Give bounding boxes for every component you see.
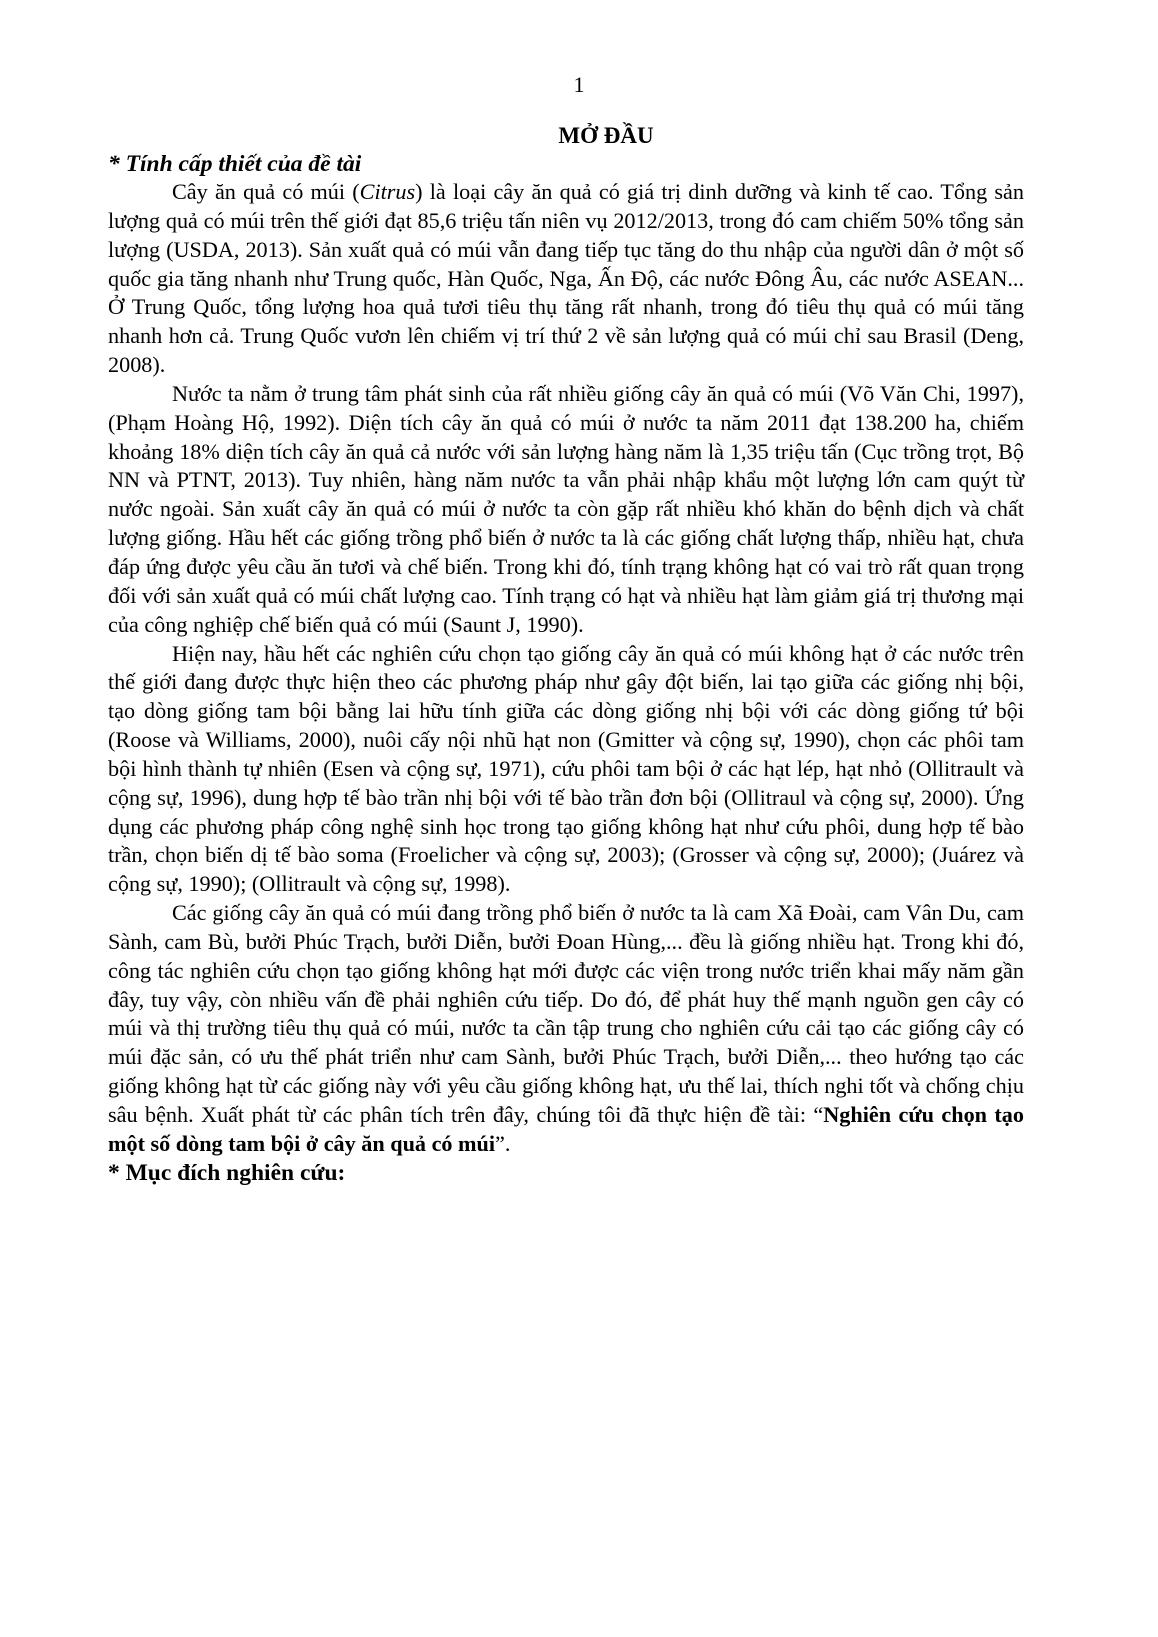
paragraph-2: Nước ta nằm ở trung tâm phát sinh của rất nhiều giống cây ăn quả có múi (Võ Văn Chi, 1997), (Phạm Hoàng Hộ, 1992). Diện tích cây ăn quả có múi ở nước ta năm 2011 đạt 138.200 ha, chiếm khoảng 18% diện tích cây ăn quả cả nước với sản lượng hàng năm là 1,35 triệu tấn (Cục trồng trọt, Bộ NN và PTNT, 2013). Tuy nhiên, hàng năm nước ta vẫn phải nhập khẩu một lượng lớn cam quýt từ nước ngoài. Sản xuất cây ăn quả có múi ở nước ta còn gặp rất nhiều khó khăn do bệnh dịch và chất lượng giống. Hầu hết các giống trồng phổ biến ở nước ta là các giống chất lượng thấp, nhiều hạt, chưa đáp ứng được yêu cầu ăn tươi và chế biến. Trong khi đó, tính trạng không hạt có vai trò rất quan trọng đối với sản xuất quả có múi chất lượng cao. Tính trạng có hạt và nhiều hạt làm giảm giá trị thương mại của công nghiệp chế biến quả có múi (Saunt J, 1990). bbox=[108, 380, 1024, 637]
thesis-title: Nghiên cứu chọn tạo một số dòng tam bội ở cây ăn quả có múi bbox=[108, 1102, 1024, 1156]
section-heading-urgency: * Tính cấp thiết của đề tài bbox=[108, 151, 362, 177]
page-content bbox=[108, 122, 1024, 1187]
paragraph-1-text-start: Cây ăn quả có múi ( bbox=[172, 179, 360, 204]
paragraph-4 bbox=[108, 899, 1024, 1159]
paragraph-1-italic-term: Citrus bbox=[359, 179, 416, 204]
paragraph-4-text-start: Các giống cây ăn quả có múi đang trồng phổ biến ở nước ta là cam Xã Đoài, cam Vân Du, cam Sành, cam Bù, bưởi Phúc Trạch, bưởi Diễn, bưởi Đoan Hùng,... đều là giống nhiều hạt. Trong khi đó, công tác nghiên cứu chọn tạo giống không hạt mới được các viện trong nước triển khai mấy năm gần đây, tuy vậy, còn nhiều vấn đề phải nghiên cứu tiếp. Do đó, để phát huy thế mạnh nguồn gen cây có múi và thị trường tiêu thụ quả có múi, nước ta cần tập trung cho nghiên cứu cải tạo các giống cây có múi đặc sản, có ưu thế phát triển như cam Sành, bưởi Phúc Trạch, bưởi Diễn,... theo hướng tạo các giống không hạt từ các giống này với yêu cầu giống không hạt, ưu thế lai, thích nghi tốt và chống chịu sâu bệnh. Xuất phát từ các phân tích trên đây, chúng tôi đã thực hiện đề tài: “ bbox=[108, 900, 1024, 1127]
page-number: 1 bbox=[573, 72, 585, 97]
paragraph-4-text-end: ”. bbox=[495, 1130, 511, 1156]
paragraph-3: Hiện nay, hầu hết các nghiên cứu chọn tạo giống cây ăn quả có múi không hạt ở các nước trên thế giới đang được thực hiện theo các phương pháp như gây đột biến, lai tạo giữa các giống nhị bội, tạo dòng giống tam bội bằng lai hữu tính giữa các dòng giống nhị bội với các dòng giống tứ bội (Roose và Williams, 2000), nuôi cấy nội nhũ hạt non (Gmitter và cộng sự, 1990), chọn các phôi tam bội hình thành tự nhiên (Esen và cộng sự, 1971), cứu phôi tam bội ở các hạt lép, hạt nhỏ (Ollitrault và cộng sự, 1996), dung hợp tế bào trần nhị bội với tế bào trần đơn bội (Ollitraul và cộng sự, 2000). Ứng dụng các phương pháp công nghệ sinh học trong tạo giống không hạt như cứu phôi, dung hợp tế bào trần, chọn biến dị tế bào soma (Froelicher và cộng sự, 2003); (Grosser và cộng sự, 2000); (Juárez và cộng sự, 1990); (Ollitrault và cộng sự, 1998). bbox=[108, 640, 1024, 897]
chapter-title: MỞ ĐẦU bbox=[558, 123, 654, 148]
paragraph-1 bbox=[108, 178, 1024, 380]
section-heading-objective: * Mục đích nghiên cứu: bbox=[108, 1159, 346, 1186]
paragraph-1-text-end: ) là loại cây ăn quả có giá trị dinh dưỡng và kinh tế cao. Tổng sản lượng quả có múi trên thế giới đạt 85,6 triệu tấn niên vụ 2012/2013, trong đó cam chiếm 50% tổng sản lượng (USDA, 2013). Sản xuất quả có múi vẫn đang tiếp tục tăng do thu nhập của người dân ở một số quốc gia tăng nhanh như Trung quốc, Hàn Quốc, Nga, Ấn Độ, các nước Đông Âu, các nước ASEAN... Ở Trung Quốc, tổng lượng hoa quả tươi tiêu thụ tăng rất nhanh, trong đó tiêu thụ quả có múi tăng nhanh hơn cả. Trung Quốc vươn lên chiếm vị trí thứ 2 về sản lượng quả có múi chỉ sau Brasil (Deng, 2008). bbox=[108, 179, 1024, 378]
